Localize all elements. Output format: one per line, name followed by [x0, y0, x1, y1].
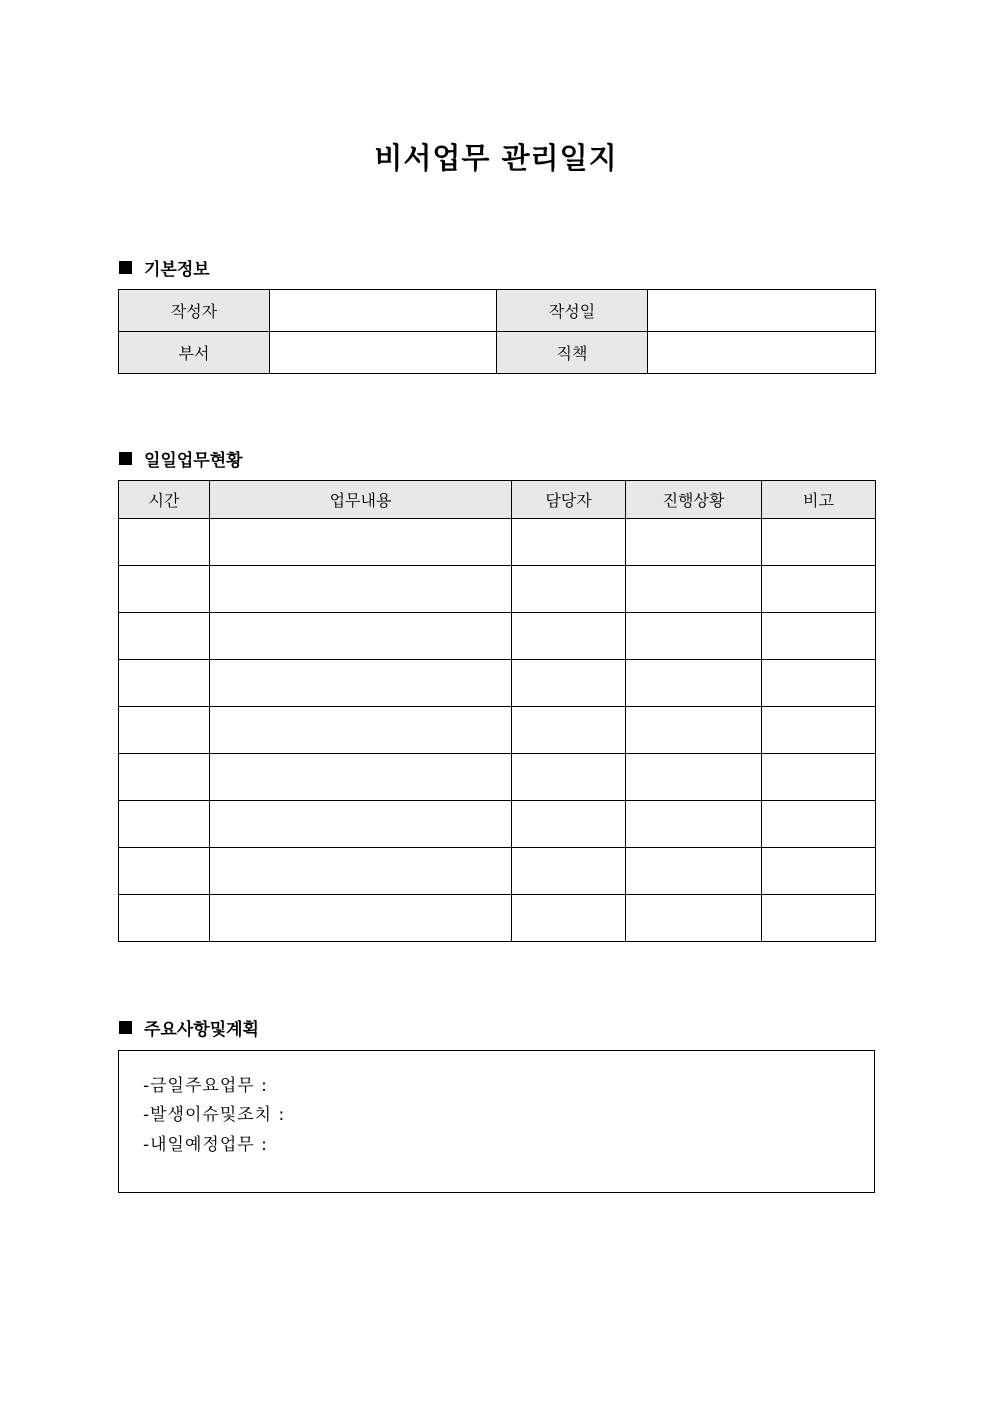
author-label: 작성자 [119, 290, 270, 332]
task-cell[interactable] [210, 707, 512, 754]
progress-cell[interactable] [626, 519, 762, 566]
table-row [119, 613, 876, 660]
tomorrow-tasks-line: -내일예정업무 : [143, 1135, 268, 1155]
assignee-cell[interactable] [512, 519, 626, 566]
progress-cell[interactable] [626, 613, 762, 660]
plans-box[interactable] [118, 1050, 875, 1193]
assignee-cell[interactable] [512, 660, 626, 707]
remarks-cell[interactable] [762, 566, 876, 613]
section-daily-status-heading: 일일업무현황 [144, 451, 243, 471]
col-header-remarks: 비고 [762, 481, 876, 519]
department-field[interactable] [270, 332, 497, 374]
assignee-cell[interactable] [512, 848, 626, 895]
table-row [119, 754, 876, 801]
section-daily-status [119, 446, 243, 471]
assignee-cell[interactable] [512, 566, 626, 613]
issues-actions-line: -발생이슈및조치 : [143, 1105, 286, 1125]
time-cell[interactable] [119, 613, 210, 660]
assignee-cell[interactable] [512, 754, 626, 801]
task-cell[interactable] [210, 848, 512, 895]
today-main-tasks-line: -금일주요업무 : [143, 1076, 268, 1096]
task-cell[interactable] [210, 613, 512, 660]
assignee-cell[interactable] [512, 613, 626, 660]
remarks-cell[interactable] [762, 707, 876, 754]
table-row [119, 707, 876, 754]
assignee-cell[interactable] [512, 895, 626, 942]
table-row [119, 660, 876, 707]
time-cell[interactable] [119, 566, 210, 613]
time-cell[interactable] [119, 707, 210, 754]
time-cell[interactable] [119, 519, 210, 566]
remarks-cell[interactable] [762, 660, 876, 707]
task-cell[interactable] [210, 895, 512, 942]
time-cell[interactable] [119, 801, 210, 848]
task-cell[interactable] [210, 519, 512, 566]
progress-cell[interactable] [626, 707, 762, 754]
section-basic-info [119, 255, 210, 280]
progress-cell[interactable] [626, 754, 762, 801]
basic-info-table [118, 289, 876, 374]
progress-cell[interactable] [626, 895, 762, 942]
table-row [119, 895, 876, 942]
col-header-task: 업무내용 [210, 481, 512, 519]
square-bullet-icon [119, 452, 132, 465]
time-cell[interactable] [119, 660, 210, 707]
section-plans-heading: 주요사항및계획 [144, 1020, 259, 1040]
remarks-cell[interactable] [762, 895, 876, 942]
remarks-cell[interactable] [762, 801, 876, 848]
table-row [119, 519, 876, 566]
table-row [119, 566, 876, 613]
remarks-cell[interactable] [762, 613, 876, 660]
department-label: 부서 [119, 332, 270, 374]
author-field[interactable] [270, 290, 497, 332]
progress-cell[interactable] [626, 660, 762, 707]
remarks-cell[interactable] [762, 754, 876, 801]
col-header-time: 시간 [119, 481, 210, 519]
remarks-cell[interactable] [762, 848, 876, 895]
section-basic-info-heading: 기본정보 [144, 260, 210, 280]
time-cell[interactable] [119, 754, 210, 801]
time-cell[interactable] [119, 848, 210, 895]
col-header-progress: 진행상황 [626, 481, 762, 519]
task-cell[interactable] [210, 660, 512, 707]
assignee-cell[interactable] [512, 801, 626, 848]
section-plans [119, 1015, 259, 1040]
progress-cell[interactable] [626, 801, 762, 848]
remarks-cell[interactable] [762, 519, 876, 566]
progress-cell[interactable] [626, 566, 762, 613]
date-field[interactable] [648, 290, 876, 332]
col-header-assignee: 담당자 [512, 481, 626, 519]
assignee-cell[interactable] [512, 707, 626, 754]
daily-status-table [118, 480, 876, 942]
time-cell[interactable] [119, 895, 210, 942]
square-bullet-icon [119, 1021, 132, 1034]
position-label: 직책 [497, 332, 648, 374]
square-bullet-icon [119, 261, 132, 274]
table-row [119, 801, 876, 848]
task-cell[interactable] [210, 801, 512, 848]
task-cell[interactable] [210, 754, 512, 801]
task-cell[interactable] [210, 566, 512, 613]
progress-cell[interactable] [626, 848, 762, 895]
table-row [119, 848, 876, 895]
position-field[interactable] [648, 332, 876, 374]
document-title: 비서업무 관리일지 [374, 141, 618, 175]
date-label: 작성일 [497, 290, 648, 332]
